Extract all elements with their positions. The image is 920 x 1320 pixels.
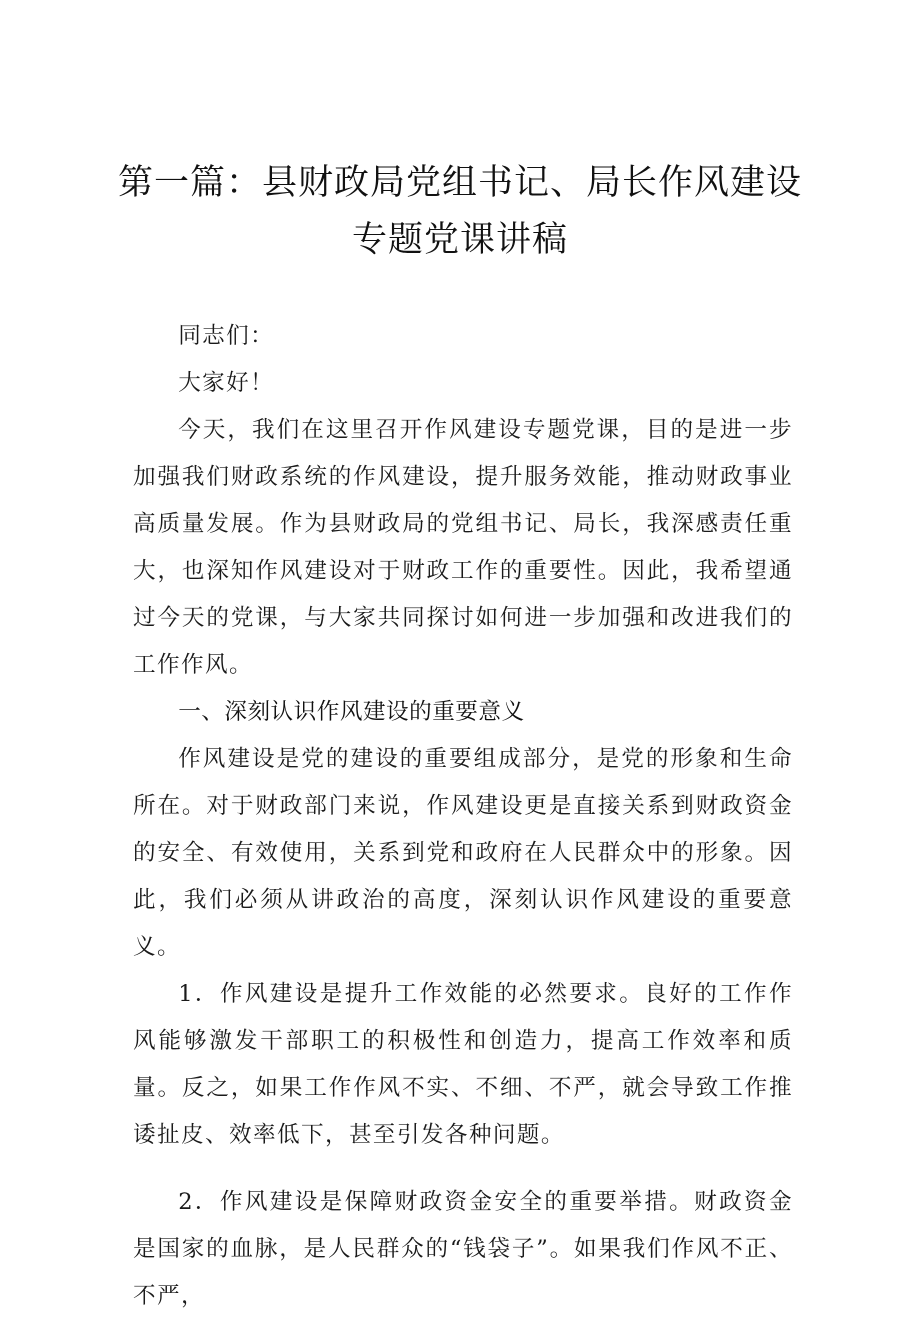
section-1-heading: 一、深刻认识作风建设的重要意义: [178, 699, 525, 725]
greeting: 大家好！: [178, 370, 275, 396]
document-body: [133, 313, 793, 1320]
point-2-paragraph: 2．作风建设是保障财政资金安全的重要举措。财政资金是国家的血脉，是人民群众的“钱袋子”。如果我们作风不正、不严，: [133, 1189, 793, 1309]
paragraph-spacer: [133, 1159, 793, 1179]
section-1-paragraph: 作风建设是党的建设的重要组成部分，是党的形象和生命所在。对于财政部门来说，作风建设更是直接关系到财政资金的安全、有效使用，关系到党和政府在人民群众中的形象。因此，我们必须从讲政治的高度，深刻认识作风建设的重要意义。: [133, 746, 793, 960]
document-title-line-2: 专题党课讲稿: [351, 220, 568, 260]
salutation: 同志们：: [178, 323, 275, 349]
intro-paragraph: 今天，我们在这里召开作风建设专题党课，目的是进一步加强我们财政系统的作风建设，提升服务效能，推动财政事业高质量发展。作为县财政局的党组书记、局长，我深感责任重大，也深知作风建设对于财政工作的重要性。因此，我希望通过今天的党课，与大家共同探讨如何进一步加强和改进我们的工作作风。: [133, 417, 793, 678]
point-1-paragraph: 1．作风建设是提升工作效能的必然要求。良好的工作作风能够激发干部职工的积极性和创造力，提高工作效率和质量。反之，如果工作作风不实、不细、不严，就会导致工作推诿扯皮、效率低下，甚至引发各种问题。: [133, 981, 793, 1148]
document-title-line-1: 第一篇：县财政局党组书记、局长作风建设: [117, 163, 802, 203]
